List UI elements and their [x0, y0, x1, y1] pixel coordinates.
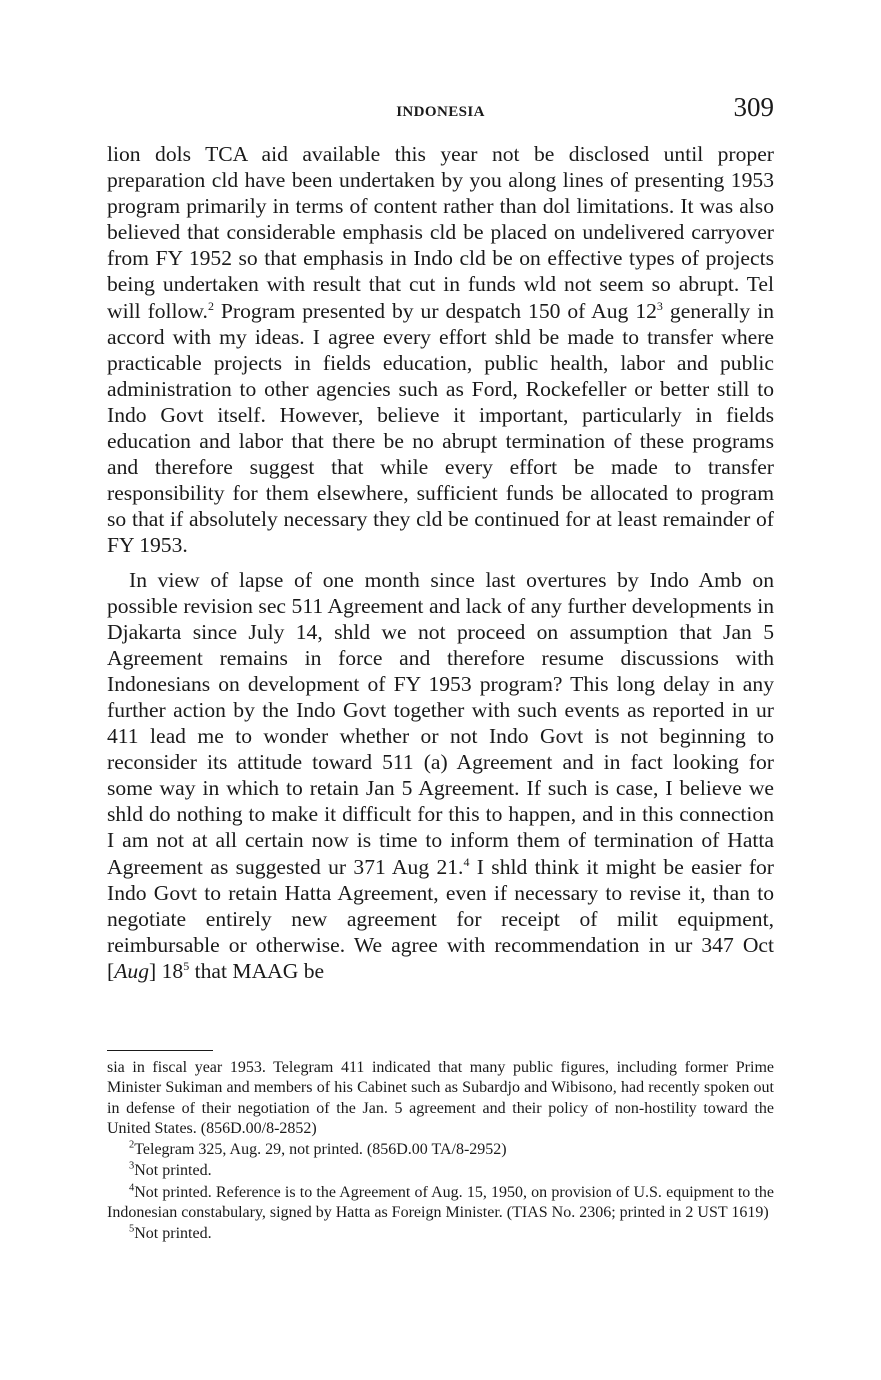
footnote-divider — [107, 1050, 213, 1051]
footnote-text: Not printed. Reference is to the Agreement of Aug. 15, 1950, on provision of U.S. equipment to the Indonesian constabulary, signed by Hatta as Foreign Minister. (TIAS No. 2306; printed in 2 UST 1619) — [107, 1183, 774, 1222]
footnote-mark: 5 — [129, 1224, 135, 1236]
footnote-mark: 3 — [129, 1161, 135, 1173]
footnote-5 — [107, 1224, 774, 1244]
footnote-text: Telegram 325, Aug. 29, not printed. (856D.00 TA/8‑2952) — [134, 1141, 507, 1159]
footnotes — [107, 1058, 774, 1245]
paragraph-1-text-b: Program presented by ur despatch 150 of Aug 12 — [213, 298, 657, 323]
paragraph-2-text-b: I shld think it might be easier for Indo Govt to retain Hatta Agreement, even if necessary to revise it, than to negotiate entirely new agreement for receipt of milit equipment, reimbursable or otherwise. We agree with recommendation in ur 347 Oct — [107, 854, 774, 957]
body-text — [107, 141, 774, 984]
footnote-2 — [107, 1140, 774, 1160]
footnote-ref-2: 2 — [207, 298, 214, 313]
paragraph-1-text-a: lion dols TCA aid available this year not be disclosed until proper preparation cld have been undertaken by you along lines of presenting 1953 program primarily in terms of content rather than dol limitations. It was also believed that considerable emphasis cld be placed on undelivered carryover from FY 1952 so that emphasis in Indo cld be on effective types of projects being undertaken with result that cut in funds wld not seem so abrupt. Tel will follow. — [107, 142, 774, 323]
footnote-3 — [107, 1161, 774, 1181]
paragraph-2-text-d: that MAAG be — [189, 958, 325, 983]
footnote-text: Not printed. — [134, 1225, 212, 1243]
paragraph-2-text-c: 18 — [156, 958, 184, 983]
footnote-text: Not printed. — [134, 1162, 212, 1180]
footnote-ref-5: 5 — [183, 958, 190, 973]
footnote-continuation: sia in fiscal year 1953. Telegram 411 indicated that many public figures, including former Prime Minister Sukiman and members of his Cabinet such as Subardjo and Wibisono, had recently spoken out in defense of their negotiation of the Jan. 5 agreement and their policy of non-hostility toward the United States. (856D.00/8‑2852) — [107, 1059, 774, 1137]
bracket-open: [ — [107, 958, 115, 983]
running-head: INDONESIA — [396, 104, 485, 120]
footnote-mark: 4 — [129, 1182, 135, 1194]
bracket-close: ] — [149, 958, 157, 983]
footnote-mark: 2 — [129, 1139, 135, 1151]
footnote-ref-3: 3 — [656, 298, 663, 313]
paragraph-2 — [107, 567, 774, 985]
footnote-ref-4: 4 — [463, 854, 470, 869]
editorial-correction: Aug — [114, 958, 149, 983]
page-header — [107, 92, 774, 132]
paragraph-2-text-a: In view of lapse of one month since last overtures by Indo Amb on possible revision sec 511 Agreement and lack of any further developments in Djakarta since July 14, shld we not proceed on assumption that Jan 5 Agreement remains in force and therefore resume discussions with Indonesians on development of FY 1953 program? This long delay in any further action by the Indo Govt together with such events as reported in ur 411 lead me to wonder whether or not Indo Govt is not beginning to reconsider its attitude toward 511 (a) Agreement and in fact looking for some way in which to retain Jan 5 Agreement. If such is case, I believe we shld do nothing to make it difficult for this to happen, and in this connection I am not at all certain now is time to inform them of termination of Hatta Agreement as suggested ur 371 Aug 21. — [107, 567, 774, 879]
paragraph-1 — [107, 141, 774, 559]
footnote-4 — [107, 1183, 774, 1224]
paragraph-1-text-c: generally in accord with my ideas. I agree every effort shld be made to transfer where practicable projects in fields education, public health, labor and public administration to other agencies such as Ford, Rockefeller or better still to Indo Govt itself. However, believe it important, particularly in fields education and labor that there be no abrupt termination of these programs and therefore suggest that while every effort be made to transfer responsibility for them elsewhere, sufficient funds be allocated to program so that if absolutely necessary they cld be continued for at least remainder of FY 1953. — [107, 298, 774, 558]
page-number: 309 — [733, 92, 774, 122]
